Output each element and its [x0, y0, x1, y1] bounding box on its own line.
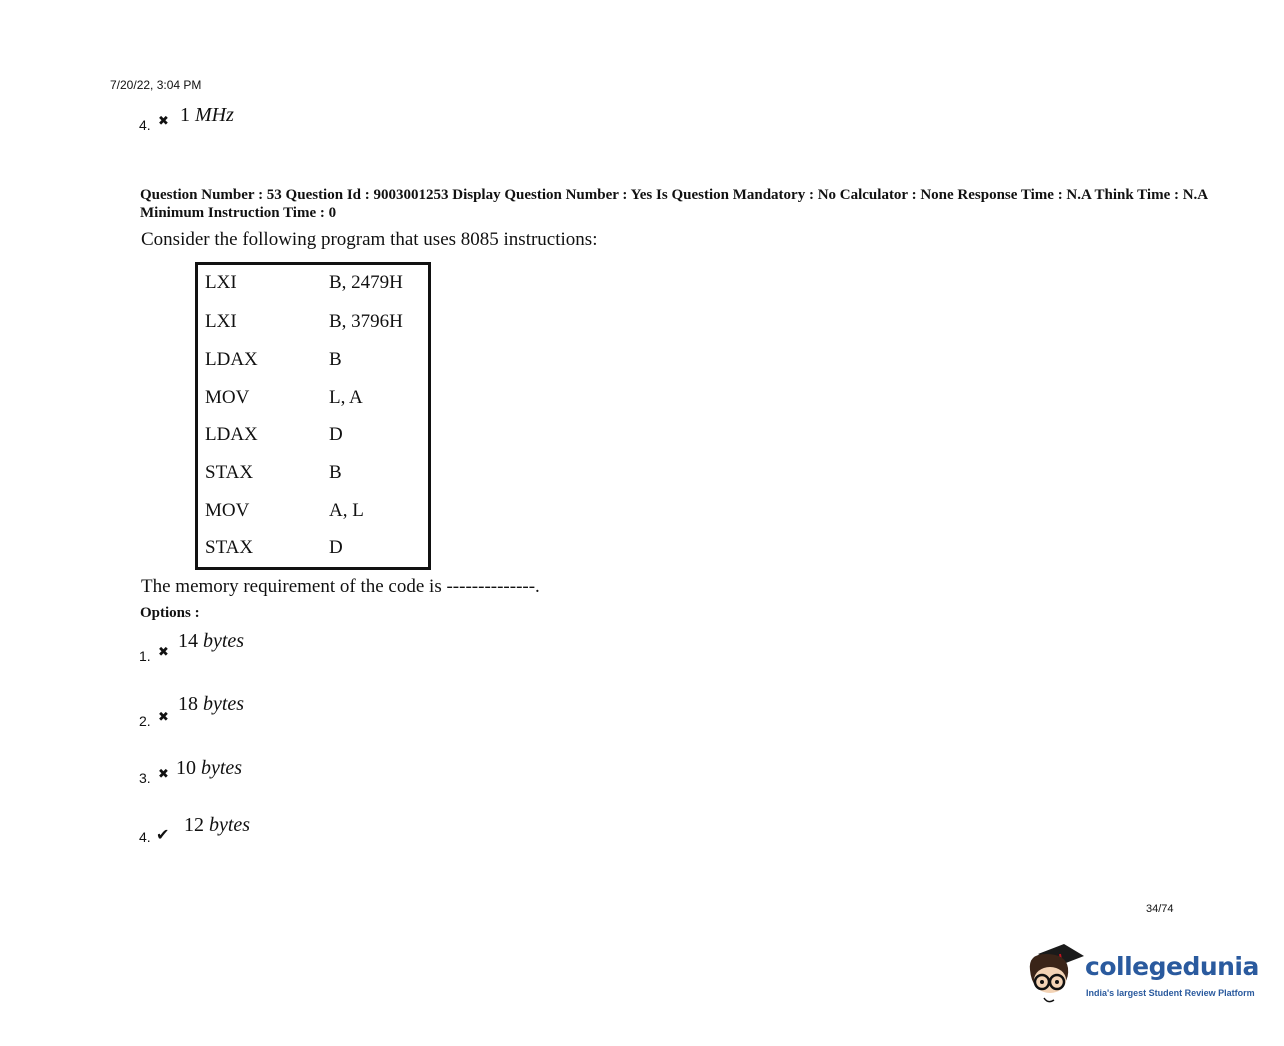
- option-text: 18 bytes: [178, 693, 245, 715]
- code-operand: D: [329, 537, 343, 558]
- option-text: 10 bytes: [176, 757, 243, 779]
- mascot-logo-icon: [1024, 940, 1086, 1006]
- option-number: 3.: [139, 770, 151, 786]
- code-mnemonic: STAX: [205, 537, 254, 558]
- page-number: 34/74: [1146, 903, 1174, 915]
- timestamp: 7/20/22, 3:04 PM: [110, 78, 202, 92]
- code-operand: D: [329, 424, 343, 445]
- collegedunia-logo-text: collegedunia: [1085, 952, 1259, 981]
- option-text: 14 bytes: [178, 630, 245, 652]
- memory-requirement-text: The memory requirement of the code is --------------.: [141, 576, 540, 597]
- option-text: 1 MHz: [180, 104, 234, 126]
- code-mnemonic: MOV: [205, 387, 250, 408]
- code-mnemonic: LXI: [205, 272, 237, 293]
- code-mnemonic: LDAX: [205, 424, 258, 445]
- cross-icon: ✖: [158, 114, 169, 129]
- option-number: 2.: [139, 713, 151, 729]
- code-mnemonic: LDAX: [205, 349, 258, 370]
- code-operand: B: [329, 462, 342, 483]
- options-label: Options :: [140, 605, 200, 621]
- option-number: 4.: [139, 117, 151, 133]
- code-operand: L, A: [329, 387, 363, 408]
- question-prompt: Consider the following program that uses 8085 instructions:: [141, 229, 598, 250]
- cross-icon: ✖: [158, 645, 169, 660]
- question-meta: Question Number : 53 Question Id : 9003001253 Display Question Number : Yes Is Question Mandatory : No Calculator : None Response Time : N.A Think Time : N.A Minimum Instruction Time : 0: [140, 187, 1208, 221]
- option-number: 1.: [139, 648, 151, 664]
- code-operand: B: [329, 349, 342, 370]
- code-mnemonic: LXI: [205, 311, 237, 332]
- code-mnemonic: MOV: [205, 500, 250, 521]
- option-text: 12 bytes: [184, 814, 251, 836]
- code-table: [195, 262, 431, 570]
- code-operand: B, 3796H: [329, 311, 403, 332]
- code-operand: B, 2479H: [329, 272, 403, 293]
- check-icon: ✔: [156, 825, 170, 844]
- cross-icon: ✖: [158, 767, 169, 782]
- logo-tagline: India's largest Student Review Platform: [1086, 988, 1255, 998]
- code-mnemonic: STAX: [205, 462, 254, 483]
- cross-icon: ✖: [158, 710, 169, 725]
- code-operand: A, L: [329, 500, 364, 521]
- option-number: 4.: [139, 829, 151, 845]
